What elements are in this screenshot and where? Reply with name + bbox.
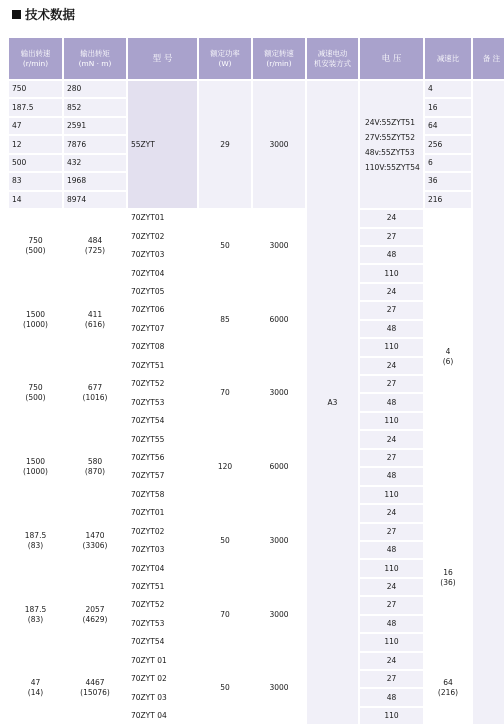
model-cell: 70ZYT05 — [128, 284, 197, 300]
cell-line: 16 — [443, 567, 453, 577]
cell-line: 1470 — [85, 530, 105, 540]
ratio-cell: 216 — [425, 192, 471, 208]
output-torque-cell — [64, 431, 126, 503]
voltage-cell: 24 — [360, 358, 423, 374]
cell-line: (14) — [27, 688, 44, 698]
voltage-cell: 48 — [360, 394, 423, 410]
cell-line: 1500 — [25, 309, 46, 319]
voltage-cell: 27 — [360, 524, 423, 540]
output-torque-cell — [64, 284, 126, 356]
rated-power-cell: 120 — [199, 431, 251, 503]
voltage-cell: 27 — [360, 229, 423, 245]
header-mounting: 减速电动 机安装方式 — [307, 38, 358, 79]
cell-line: 47 — [30, 678, 41, 688]
voltage-cell: 24 — [360, 505, 423, 521]
cell-line: 187.5 — [24, 604, 47, 614]
cell-line: (725) — [84, 245, 106, 255]
model-cell: 70ZYT04 — [128, 265, 197, 281]
ratio-cell: 64 — [425, 118, 471, 134]
cell-line: 1500 — [25, 457, 46, 467]
cell-line: 750 — [28, 235, 43, 245]
table-body — [9, 81, 504, 724]
output-torque-cell: 1968 — [64, 173, 126, 189]
rated-speed-cell: 3000 — [253, 210, 305, 282]
output-speed-cell — [9, 579, 62, 651]
header-rated-power: 额定功率 (W) — [199, 38, 251, 79]
rated-speed-cell: 3000 — [253, 358, 305, 430]
header-ratio: 减速比 — [425, 38, 471, 79]
header-model: 型 号 — [128, 38, 197, 79]
output-torque-cell — [64, 579, 126, 651]
voltage-model-line: 27V:55ZYT52 — [365, 132, 415, 142]
voltage-cell: 110 — [360, 339, 423, 355]
output-speed-cell: 14 — [9, 192, 62, 208]
tech-data-table — [7, 36, 504, 726]
output-speed-cell — [9, 653, 62, 725]
cell-line: (4629) — [82, 614, 108, 624]
cell-line: (1000) — [23, 467, 48, 477]
header-note: 备 注 — [473, 38, 504, 79]
rated-power-cell: 70 — [199, 579, 251, 651]
voltage-list-cell — [360, 81, 423, 208]
model-cell: 70ZYT04 — [128, 560, 197, 576]
cell-line: (83) — [27, 614, 44, 624]
output-speed-cell: 83 — [9, 173, 62, 189]
mounting-cell: A3 — [307, 81, 358, 724]
cell-line: 750 — [28, 383, 43, 393]
model-cell: 70ZYT01 — [128, 210, 197, 226]
cell-line: (1000) — [23, 319, 48, 329]
table-row — [9, 505, 504, 521]
voltage-cell: 27 — [360, 302, 423, 318]
model-cell: 70ZYT58 — [128, 487, 197, 503]
output-speed-cell — [9, 210, 62, 282]
model-cell: 70ZYT54 — [128, 413, 197, 429]
rated-power-cell: 85 — [199, 284, 251, 356]
model-cell: 70ZYT52 — [128, 597, 197, 613]
rated-speed-cell: 3000 — [253, 505, 305, 577]
ratio-cell — [425, 653, 471, 725]
ratio-cell: 6 — [425, 155, 471, 171]
cell-line: 4467 — [85, 678, 105, 688]
model-cell: 70ZYT03 — [128, 247, 197, 263]
rated-speed-cell: 6000 — [253, 284, 305, 356]
voltage-model-line: 48v:55ZYT53 — [365, 147, 415, 157]
ratio-cell: 36 — [425, 173, 471, 189]
output-torque-cell: 7876 — [64, 136, 126, 152]
table-row — [9, 81, 504, 97]
cell-line: 580 — [87, 457, 103, 467]
output-speed-cell — [9, 284, 62, 356]
model-cell: 70ZYT08 — [128, 339, 197, 355]
voltage-cell: 48 — [360, 468, 423, 484]
rated-power-cell: 50 — [199, 653, 251, 725]
cell-line: 64 — [443, 678, 453, 688]
header-rated-speed: 额定转速 (r/min) — [253, 38, 305, 79]
ratio-cell — [425, 505, 471, 651]
cell-line: (83) — [27, 540, 44, 550]
cell-line: 484 — [87, 235, 103, 245]
output-torque-cell: 8974 — [64, 192, 126, 208]
output-speed-cell — [9, 431, 62, 503]
output-torque-cell — [64, 210, 126, 282]
model-cell: 70ZYT02 — [128, 524, 197, 540]
model-cell: 70ZYT06 — [128, 302, 197, 318]
cell-line: (36) — [440, 577, 456, 587]
model-cell: 70ZYT53 — [128, 394, 197, 410]
cell-line: 2057 — [85, 604, 105, 614]
header-output-torque: 输出转矩 (mN · m) — [64, 38, 126, 79]
cell-line: (3306) — [82, 540, 108, 550]
cell-line: (616) — [84, 319, 106, 329]
voltage-model-line: 24V:55ZYT51 — [365, 117, 415, 127]
voltage-cell: 24 — [360, 431, 423, 447]
output-torque-cell: 852 — [64, 99, 126, 115]
voltage-cell: 48 — [360, 321, 423, 337]
model-cell: 70ZYT56 — [128, 450, 197, 466]
rated-speed-cell: 3000 — [253, 81, 305, 208]
voltage-cell: 24 — [360, 653, 423, 669]
voltage-cell: 48 — [360, 616, 423, 632]
model-cell: 70ZYT03 — [128, 542, 197, 558]
cell-line: 677 — [87, 383, 103, 393]
voltage-cell: 27 — [360, 376, 423, 392]
cell-line: 411 — [87, 309, 103, 319]
output-speed-cell: 12 — [9, 136, 62, 152]
model-cell: 70ZYT52 — [128, 376, 197, 392]
rated-speed-cell: 3000 — [253, 579, 305, 651]
output-torque-cell — [64, 505, 126, 577]
cell-line: (6) — [442, 356, 454, 366]
output-speed-cell: 500 — [9, 155, 62, 171]
rated-power-cell: 50 — [199, 210, 251, 282]
cell-line: (500) — [25, 245, 46, 255]
model-cell: 70ZYT 03 — [128, 689, 197, 705]
model-cell: 70ZYT55 — [128, 431, 197, 447]
model-cell: 70ZYT01 — [128, 505, 197, 521]
ratio-cell: 16 — [425, 99, 471, 115]
voltage-cell: 24 — [360, 284, 423, 300]
rated-power-cell: 70 — [199, 358, 251, 430]
model-cell: 70ZYT07 — [128, 321, 197, 337]
ratio-cell: 256 — [425, 136, 471, 152]
voltage-cell: 48 — [360, 542, 423, 558]
model-cell: 70ZYT51 — [128, 358, 197, 374]
voltage-cell: 27 — [360, 671, 423, 687]
voltage-cell: 48 — [360, 689, 423, 705]
model-cell: 70ZYT 02 — [128, 671, 197, 687]
cell-line: (870) — [84, 467, 106, 477]
cell-line: 187.5 — [24, 530, 47, 540]
model-cell: 70ZYT 04 — [128, 708, 197, 724]
model-cell: 55ZYT — [128, 81, 197, 208]
voltage-cell: 27 — [360, 597, 423, 613]
rated-power-cell: 50 — [199, 505, 251, 577]
output-torque-cell: 2591 — [64, 118, 126, 134]
model-cell: 70ZYT 01 — [128, 653, 197, 669]
cell-line: (1016) — [82, 393, 108, 403]
output-speed-cell: 47 — [9, 118, 62, 134]
cell-line: (500) — [25, 393, 46, 403]
output-speed-cell — [9, 358, 62, 430]
voltage-cell: 110 — [360, 560, 423, 576]
header-voltage: 电 压 — [360, 38, 423, 79]
section-title-text: 技术数据 — [25, 7, 76, 22]
model-cell: 70ZYT54 — [128, 634, 197, 650]
rated-speed-cell: 6000 — [253, 431, 305, 503]
output-torque-cell: 432 — [64, 155, 126, 171]
rated-power-cell: 29 — [199, 81, 251, 208]
output-speed-cell: 750 — [9, 81, 62, 97]
voltage-cell: 110 — [360, 487, 423, 503]
ratio-cell — [425, 210, 471, 503]
table-row — [9, 653, 504, 669]
header-output-speed: 输出转速 (r/min) — [9, 38, 62, 79]
output-torque-cell — [64, 358, 126, 430]
ratio-cell: 4 — [425, 81, 471, 97]
model-cell: 70ZYT57 — [128, 468, 197, 484]
section-title — [12, 5, 75, 23]
voltage-cell: 110 — [360, 634, 423, 650]
voltage-model-line: 110V:55ZYT54 — [365, 162, 420, 172]
voltage-cell: 24 — [360, 579, 423, 595]
voltage-cell: 48 — [360, 247, 423, 263]
rated-speed-cell: 3000 — [253, 653, 305, 725]
model-cell: 70ZYT51 — [128, 579, 197, 595]
note-cell — [473, 81, 504, 724]
output-speed-cell — [9, 505, 62, 577]
cell-line: (216) — [437, 688, 459, 698]
voltage-cell: 24 — [360, 210, 423, 226]
voltage-cell: 110 — [360, 413, 423, 429]
square-bullet-icon — [12, 10, 21, 19]
table-row — [9, 210, 504, 226]
cell-line: (15076) — [80, 688, 110, 698]
output-speed-cell: 187.5 — [9, 99, 62, 115]
cell-line: 4 — [445, 346, 451, 356]
voltage-cell: 110 — [360, 265, 423, 281]
model-cell: 70ZYT02 — [128, 229, 197, 245]
header-row — [9, 38, 504, 79]
output-torque-cell: 280 — [64, 81, 126, 97]
output-torque-cell — [64, 653, 126, 725]
voltage-cell: 110 — [360, 708, 423, 724]
model-cell: 70ZYT53 — [128, 616, 197, 632]
voltage-cell: 27 — [360, 450, 423, 466]
